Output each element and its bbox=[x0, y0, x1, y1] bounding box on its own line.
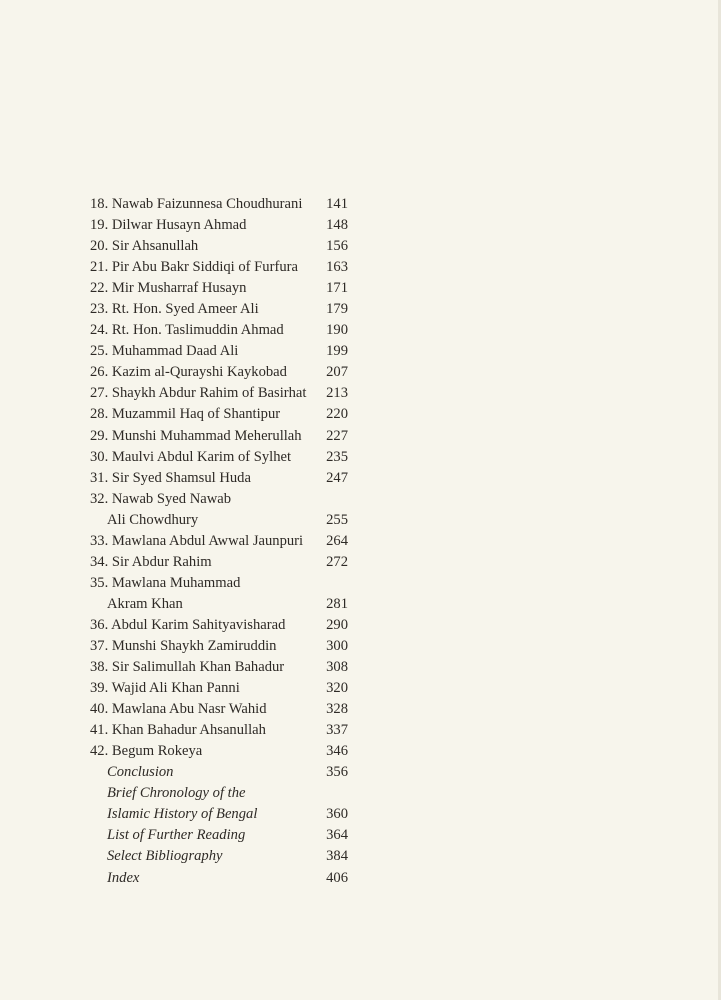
toc-entry bbox=[90, 320, 348, 341]
toc-entry-title: Index bbox=[107, 869, 140, 886]
toc-entry bbox=[90, 552, 348, 573]
toc-entry-title: 42. Begum Rokeya bbox=[90, 743, 203, 760]
toc-entry-title: 26. Kazim al-Qurayshi Kaykobad bbox=[90, 364, 287, 381]
toc-entry-title: 19. Dilwar Husayn Ahmad bbox=[90, 217, 247, 234]
toc-entry-page: 190 bbox=[326, 322, 348, 339]
toc-entry-title: Brief Chronology of the bbox=[107, 785, 246, 802]
toc-entry-page: 213 bbox=[326, 385, 348, 402]
toc-entry bbox=[90, 846, 348, 867]
toc-entry-page: 220 bbox=[326, 406, 348, 423]
toc-entry-page: 337 bbox=[326, 722, 348, 739]
toc-entry-title: List of Further Reading bbox=[107, 827, 246, 844]
toc-entry bbox=[90, 720, 348, 741]
toc-entry-page: 272 bbox=[326, 553, 348, 570]
toc-entry-page: 360 bbox=[326, 806, 348, 823]
toc-entry-page: 163 bbox=[326, 259, 348, 276]
toc-entry bbox=[90, 362, 348, 383]
toc-entry-page: 227 bbox=[326, 427, 348, 444]
toc-entry-page: 281 bbox=[326, 595, 348, 612]
toc-entry bbox=[90, 657, 348, 678]
toc-entry bbox=[90, 825, 348, 846]
toc-entry bbox=[90, 594, 348, 615]
toc-entry-title: 31. Sir Syed Shamsul Huda bbox=[90, 469, 251, 486]
toc-entry-title: 20. Sir Ahsanullah bbox=[90, 238, 199, 255]
toc-entry-title: 27. Shaykh Abdur Rahim of Basirhat bbox=[90, 385, 307, 402]
toc-entry-title: 34. Sir Abdur Rahim bbox=[90, 553, 212, 570]
toc-entry bbox=[90, 678, 348, 699]
toc-entry-title: Akram Khan bbox=[107, 595, 183, 612]
toc-entry-page: 264 bbox=[326, 532, 348, 549]
toc-entry-title: 38. Sir Salimullah Khan Bahadur bbox=[90, 659, 285, 676]
toc-entry-title: 33. Mawlana Abdul Awwal Jaunpuri bbox=[90, 532, 304, 549]
toc-entry-title: 21. Pir Abu Bakr Siddiqi of Furfura bbox=[90, 259, 298, 276]
toc-entry-page: 156 bbox=[326, 238, 348, 255]
toc-entry-title: 25. Muhammad Daad Ali bbox=[90, 343, 239, 360]
toc-entry bbox=[90, 615, 348, 636]
toc-entry-page: 328 bbox=[326, 701, 348, 718]
toc-entry-page: 207 bbox=[326, 364, 348, 381]
toc-entry-page: 300 bbox=[326, 637, 348, 654]
toc-entry-title: 23. Rt. Hon. Syed Ameer Ali bbox=[90, 301, 259, 318]
toc-entry bbox=[90, 194, 348, 215]
toc-entry-title: 35. Mawlana Muhammad bbox=[90, 574, 241, 591]
toc-entry-page: 406 bbox=[326, 869, 348, 886]
toc-entry-page: 235 bbox=[326, 448, 348, 465]
toc-entry bbox=[90, 741, 348, 762]
toc-entry-page: 148 bbox=[326, 217, 348, 234]
toc-entry-title: Select Bibliography bbox=[107, 848, 223, 865]
toc-entry-page: 356 bbox=[326, 764, 348, 781]
toc-entry bbox=[90, 804, 348, 825]
toc-entry-page: 171 bbox=[326, 280, 348, 297]
toc-entry bbox=[90, 447, 348, 468]
toc-entry-title: 37. Munshi Shaykh Zamiruddin bbox=[90, 637, 277, 654]
toc-entry-page: 384 bbox=[326, 848, 348, 865]
toc-entry-title: 28. Muzammil Haq of Shantipur bbox=[90, 406, 281, 423]
toc-entry bbox=[90, 636, 348, 657]
toc-entry-page: 247 bbox=[326, 469, 348, 486]
toc-entry bbox=[90, 404, 348, 425]
toc-entry bbox=[90, 341, 348, 362]
toc-entry-title: Conclusion bbox=[107, 764, 174, 781]
toc-entry-title: 39. Wajid Ali Khan Panni bbox=[90, 680, 240, 697]
toc-entry bbox=[90, 762, 348, 783]
toc-entry-title: 22. Mir Musharraf Husayn bbox=[90, 280, 247, 297]
toc-entry-page: 290 bbox=[326, 616, 348, 633]
toc-entry-title: 30. Maulvi Abdul Karim of Sylhet bbox=[90, 448, 292, 465]
toc-entry-title: Islamic History of Bengal bbox=[107, 806, 258, 823]
toc-entry-page: 179 bbox=[326, 301, 348, 318]
toc-entry-title: 41. Khan Bahadur Ahsanullah bbox=[90, 722, 266, 739]
toc-entry-title: 40. Mawlana Abu Nasr Wahid bbox=[90, 701, 267, 718]
toc-entry bbox=[90, 299, 348, 320]
toc-entry bbox=[90, 468, 348, 489]
toc-entry-page: 364 bbox=[326, 827, 348, 844]
toc-entry bbox=[90, 426, 348, 447]
toc-entry bbox=[90, 257, 348, 278]
toc-entry-title: 18. Nawab Faizunnesa Choudhurani bbox=[90, 196, 303, 212]
toc-entry bbox=[90, 699, 348, 720]
table-of-contents bbox=[90, 194, 348, 889]
toc-entry bbox=[90, 278, 348, 299]
toc-entry-title: 24. Rt. Hon. Taslimuddin Ahmad bbox=[90, 322, 284, 339]
toc-entry-title: 32. Nawab Syed Nawab bbox=[90, 490, 232, 507]
toc-entry-page: 346 bbox=[326, 743, 348, 760]
toc-entry-page: 308 bbox=[326, 659, 348, 676]
toc-entry bbox=[90, 783, 348, 804]
toc-entry-title: Ali Chowdhury bbox=[107, 511, 199, 528]
toc-entry-title: 29. Munshi Muhammad Meherullah bbox=[90, 427, 302, 444]
toc-entry bbox=[90, 236, 348, 257]
toc-entry-page: 141 bbox=[326, 196, 348, 212]
toc-entry-title: 36. Abdul Karim Sahityavisharad bbox=[90, 616, 286, 633]
toc-entry-page: 199 bbox=[326, 343, 348, 360]
toc-entry bbox=[90, 489, 348, 510]
toc-entry bbox=[90, 531, 348, 552]
toc-entry bbox=[90, 510, 348, 531]
toc-entry-page: 320 bbox=[326, 680, 348, 697]
toc-entry-page: 255 bbox=[326, 511, 348, 528]
toc-entry bbox=[90, 215, 348, 236]
toc-entry bbox=[90, 868, 348, 889]
toc-entry bbox=[90, 573, 348, 594]
toc-entry bbox=[90, 383, 348, 404]
